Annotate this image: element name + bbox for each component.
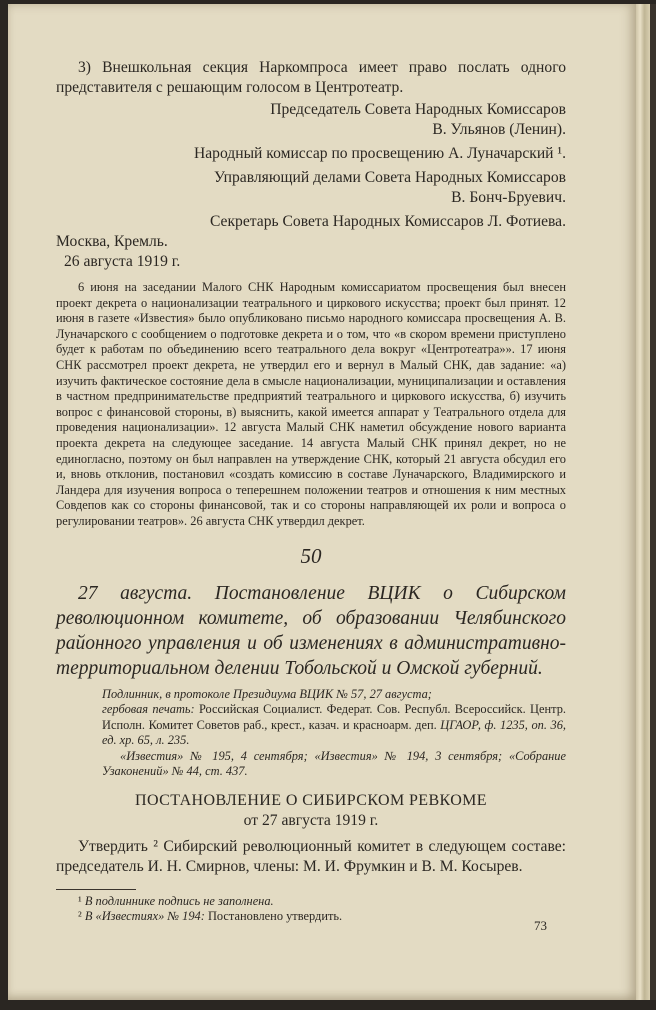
footnote-1: ¹ В подлиннике подпись не заполнена. [78, 894, 274, 909]
book-cover-edge [650, 4, 656, 1000]
document-title: 27 августа. Постановление ВЦИК о Сибирском революционном комитете, об образовании Челябинского районного управления и об изменениях в административно-территориальном делении Тобольской и Омской губерний. [56, 582, 566, 679]
seal-label: гербовая печать: [102, 702, 195, 717]
paragraph-3: 3) Внешкольная секция Наркомпроса имеет право послать одного представителя с решающим голосом в Центротеатр. [56, 59, 566, 96]
place: Москва, Кремль. [56, 233, 168, 250]
source-reference [102, 687, 566, 781]
source-original: Подлинник, в протоколе Президиума ВЦИК № 57, 27 августа; [102, 686, 432, 701]
decree-body: Утвердить ² Сибирский революционный комитет в следующем составе: председатель И. Н. Смирнов, члены: М. И. Фрумкин и В. М. Косырев. [56, 838, 566, 876]
signature-line: В. Бонч-Бруевич. [451, 189, 566, 206]
footnote-divider [56, 889, 136, 890]
footnote-2: ² В «Известиях» № 194: Постановлено утвердить. [78, 909, 343, 924]
decree-date: от 27 августа 1919 г. [243, 812, 379, 830]
publications: «Известия» № 195, 4 сентября; «Известия» № 194, 3 сентября; «Собрание Узаконений» № 44, ст. 437. [102, 748, 566, 779]
signature-line: Управляющий делами Совета Народных Комиссаров [213, 169, 566, 186]
signature-line: Председатель Совета Народных Комиссаров [270, 101, 566, 118]
document-number: 50 [300, 543, 322, 568]
signature-block [56, 100, 566, 232]
signature-line: Секретарь Совета Народных Комиссаров Л. Фотиева. [209, 213, 566, 230]
decree-heading: ПОСТАНОВЛЕНИЕ О СИБИРСКОМ РЕВКОМЕ [135, 792, 487, 810]
page-content [56, 58, 566, 925]
signature-line: Народный комиссар по просвещению А. Луначарский ¹. [193, 145, 566, 162]
date: 26 августа 1919 г. [64, 253, 181, 270]
page-edges [636, 4, 650, 1000]
signature-line: В. Ульянов (Ленин). [432, 121, 566, 138]
archive-ref: ЦГАОР, ф. 1235, оп. 36, ед. хр. 65, л. 235. [102, 717, 567, 748]
page-number: 73 [534, 918, 547, 933]
editorial-note: 6 июня на заседании Малого СНК Народным комиссариатом просвещения был внесен проект декрета о национализации театрального и циркового искусства; проект был принят. 12 июня в газете «Известия» было опубликовано письмо народного комиссара просвещения А. В. Луначарского с сообщением о подготовке декрета и о том, что «в скором времени приступлено будет к работам по объединению всего театрального дела вокруг «Центротеатра»». 17 июня СНК рассмотрел проект декрета, не утвердил его и вернул в Малый СНК, дав задание: «а) изучить фактическое состояние дела в смысле национализации, муниципализации и оставления в частном предпринимательстве предприятий театрального и циркового искусства, б) изучить вопрос с финансовой стороны, в) выяснить, какой имеется аппарат у Театрального отдела для проведения национализации». 12 августа Малый СНК наметил обсуждение нового варианта проекта декрета на следующее заседание. 14 августа Малый СНК принял декрет, но не единогласно, поэтому он был направлен на утверждение СНК, который 21 августа обсудил его и, вновь отклонив, постановил «создать комиссию в составе Луначарского, Владимирского и Ландера для изучения вопроса о теперешнем положении театров и отношения к ним местных Совдепов как со стороны финансовой, так и со стороны направляющей их роли и вопроса о регулировании театров». 26 августа СНК утвердил декрет. [56, 280, 566, 528]
seal-text: Российская Социалист. Федерат. Сов. Республ. Всероссийск. Центр. Исполн. Комитет Советов раб., крест., казач. и красноарм. деп. [102, 702, 566, 732]
